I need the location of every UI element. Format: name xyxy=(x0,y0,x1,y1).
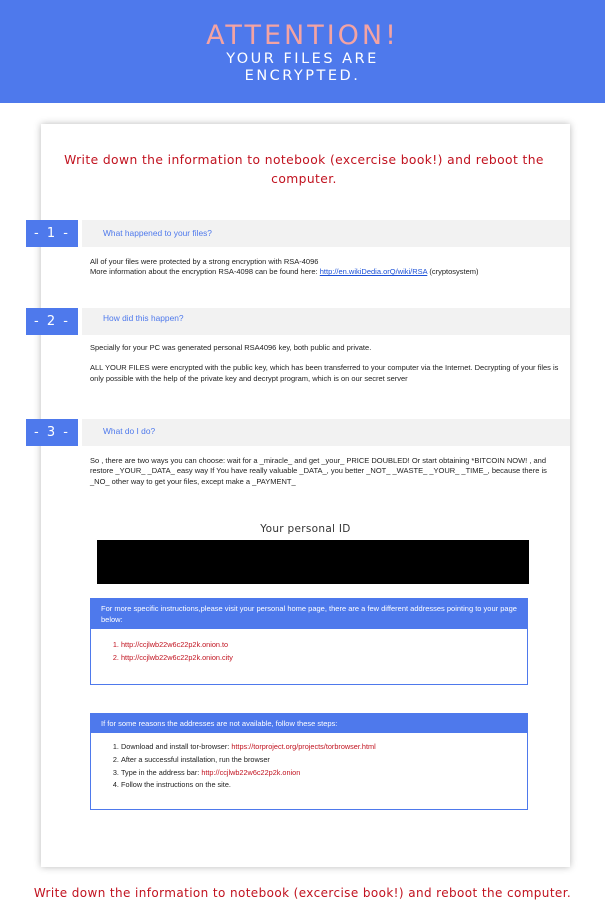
step-3 xyxy=(121,767,527,780)
subtitle-line-1: YOUR FILES ARE xyxy=(226,51,379,67)
rsa-wiki-link[interactable]: http://en.wikiDedia.orQ/wiki/RSA xyxy=(319,267,428,277)
section-1-line-1: All of your files were protected by a strong encryption with RSA-4096 xyxy=(90,257,319,266)
step-1-text: Download and install tor-browser: xyxy=(121,742,232,751)
header-banner xyxy=(0,0,605,103)
step-2: 2. After a successful installation, run the browser xyxy=(121,754,527,767)
section-3-body xyxy=(90,456,566,487)
section-1-body xyxy=(90,257,566,278)
fallback-steps-list xyxy=(91,741,527,792)
step-4: 4. Follow the instructions on the site. xyxy=(121,779,527,792)
instructions-box-body xyxy=(91,629,527,665)
personal-id-label: Your personal ID xyxy=(260,523,351,535)
section-3-para-1: So , there are two ways you can choose: wait for a _miracle_ and get _your_ PRICE DOUBLED! Or start obtaining *BITCOIN NOW! , and restore _YOUR_ _DATA_ easy way If You have really valuable _DATA_, you better _NOT_ _WASTE_ _YOUR_ _TIME_, because there is _NO_ other way to get your files, except make a _PAYMENT_ xyxy=(90,456,547,486)
section-2-para-1: Specially for your PC was generated personal RSA4096 key, both public and private. xyxy=(90,343,372,352)
fallback-steps-box xyxy=(90,713,528,810)
onion-link-2[interactable]: 2. http://ccjlwb22w6c22p2k.onion.city xyxy=(121,652,527,665)
footer-warning: Write down the information to notebook (excercise book!) and reboot the computer. xyxy=(33,886,572,900)
section-3-number: - 3 - xyxy=(26,419,78,446)
onion-link-1[interactable]: 1. http://ccjlwb22w6c22p2k.onion.to xyxy=(121,639,527,652)
section-1-title: What happened to your files? xyxy=(103,228,212,238)
section-2-para-2: ALL YOUR FILES were encrypted with the public key, which has been transferred to your computer via the Internet. Decrypting of your files is only possible with the help of the private key and decrypt program, which is on our secret server xyxy=(90,363,559,383)
section-3-bar xyxy=(82,419,570,446)
instructions-box-header: For more specific instructions,please visit your personal home page, there are a few different addresses pointing to your page below: xyxy=(91,599,527,629)
section-1-line-2-prefix: More information about the encryption RSA-4098 can be found here: xyxy=(90,267,320,277)
section-3-title: What do I do? xyxy=(103,426,156,436)
personal-id-redacted-box xyxy=(97,540,529,584)
instructions-box xyxy=(90,598,528,685)
tor-download-link[interactable]: https://torproject.org/projects/torbrowser.html xyxy=(231,742,376,751)
step-3-text: Type in the address bar: xyxy=(121,767,202,777)
onion-address-list xyxy=(91,639,527,665)
section-1-line-2-suffix: (cryptosystem) xyxy=(427,267,479,277)
section-2-body xyxy=(90,343,566,384)
attention-title: ATTENTION! xyxy=(206,20,399,51)
headline-warning: Write down the information to notebook (excercise book!) and reboot the computer. xyxy=(64,153,544,186)
fallback-box-header: If for some reasons the addresses are not available, follow these steps: xyxy=(91,714,527,733)
encrypted-subtitle xyxy=(0,51,605,85)
section-1-line-2 xyxy=(90,267,566,277)
section-2-number: - 2 - xyxy=(26,308,78,335)
onion-address-link[interactable]: http://ccjlwb22w6c22p2k.onion xyxy=(201,767,301,777)
section-1-number: - 1 - xyxy=(26,220,78,247)
fallback-box-body xyxy=(91,733,527,792)
section-2-title: How did this happen? xyxy=(103,313,184,323)
step-1 xyxy=(121,741,527,754)
subtitle-line-2: ENCRYPTED. xyxy=(244,68,361,84)
